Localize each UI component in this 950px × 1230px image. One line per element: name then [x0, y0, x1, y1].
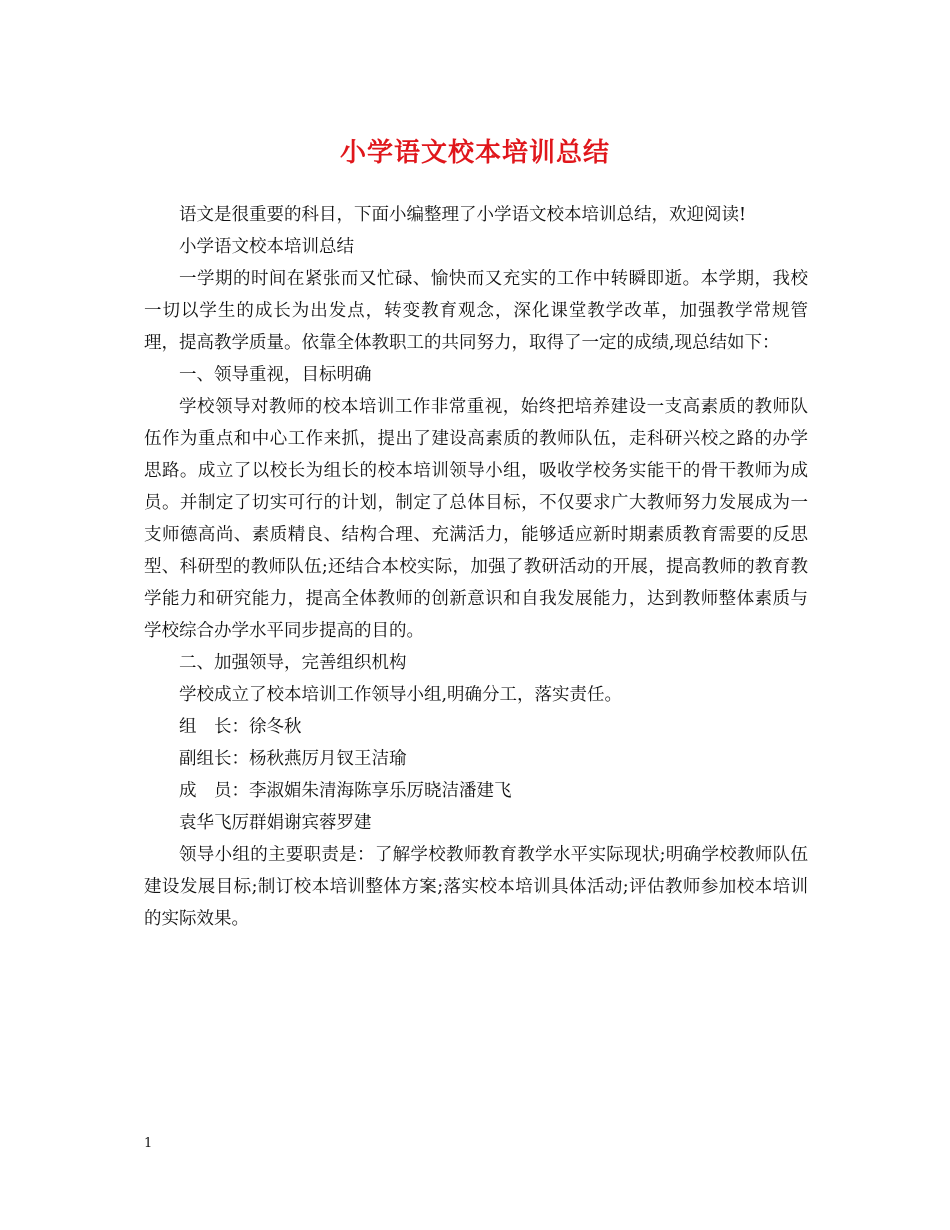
- paragraph-duties: 领导小组的主要职责是：了解学校教师教育教学水平实际现状;明确学校教师队伍建设发展目标;制订校本培训整体方案;落实校本培训具体活动;评估教师参加校本培训的实际效果。: [144, 845, 808, 929]
- paragraph-members: 成 员：李淑媚朱清海陈享乐厉晓洁潘建飞: [179, 781, 512, 801]
- paragraph-members-continued: 袁华飞厉群娟谢宾蓉罗建: [179, 813, 372, 833]
- page-number: 1: [144, 1136, 153, 1151]
- paragraph-section-1: 学校领导对教师的校本培训工作非常重视，始终把培养建设一支高素质的教师队伍作为重点和中心工作来抓，提出了建设高素质的教师队伍，走科研兴校之路的办学思路。成立了以校长为组长的校本培训领导小组，吸收学校务实能干的骨干教师为成员。并制定了切实可行的计划，制定了总体目标，不仅要求广大教师努力发展成为一支师德高尚、素质精良、结构合理、充满活力，能够适应新时期素质教育需要的反思型、科研型的教师队伍;还结合本校实际，加强了教研活动的开展，提高教师的教育教学能力和研究能力，提高全体教师的创新意识和自我发展能力，达到教师整体素质与学校综合办学水平同步提高的目的。: [144, 397, 808, 641]
- section-heading-2: 二、加强领导，完善组织机构: [179, 653, 407, 673]
- paragraph-summary: 一学期的时间在紧张而又忙碌、愉快而又充实的工作中转瞬即逝。本学期，我校一切以学生的成长为出发点，转变教育观念，深化课堂教学改革，加强教学常规管理，提高教学质量。依靠全体教职工的共同努力，取得了一定的成绩,现总结如下：: [144, 269, 808, 353]
- document-body: [144, 199, 808, 935]
- document-title: 小学语文校本培训总结: [339, 138, 610, 168]
- paragraph-subtitle: 小学语文校本培训总结: [179, 237, 354, 257]
- paragraph-deputy-leaders: 副组长：杨秋燕厉月钗王洁瑜: [179, 749, 407, 769]
- paragraph-intro: 语文是很重要的科目，下面小编整理了小学语文校本培训总结，欢迎阅读!: [179, 205, 747, 225]
- paragraph-group-intro: 学校成立了校本培训工作领导小组,明确分工，落实责任。: [179, 685, 623, 705]
- paragraph-group-leader: 组 长：徐冬秋: [179, 717, 302, 737]
- section-heading-1: 一、领导重视，目标明确: [179, 365, 372, 385]
